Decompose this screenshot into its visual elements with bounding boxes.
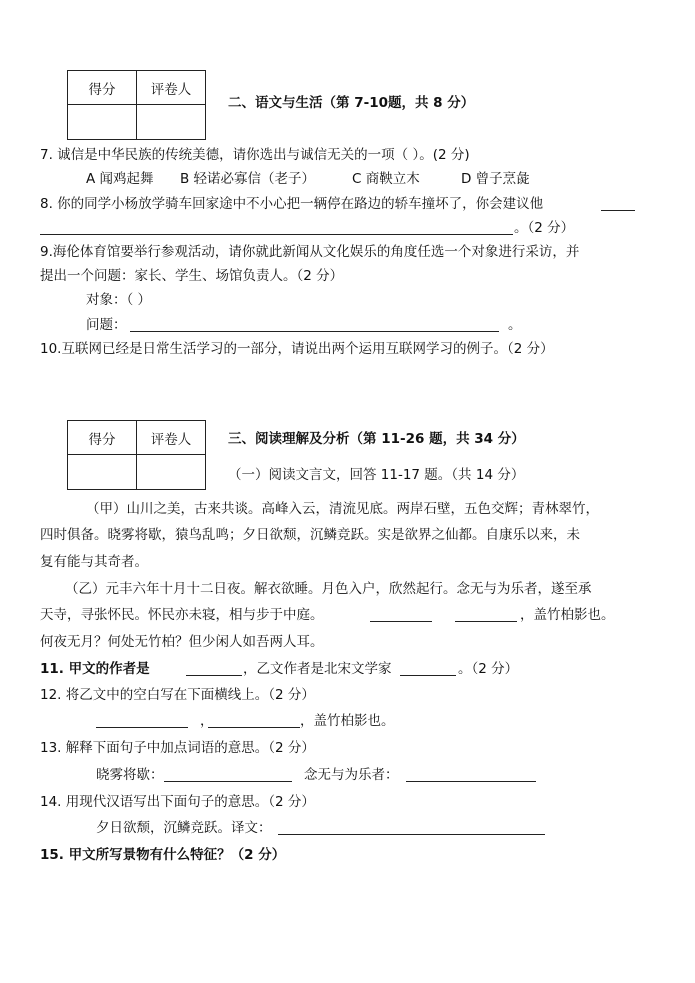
section3-heading: 三、阅读理解及分析（第 11-26 题，共 34 分） (228, 431, 525, 447)
q14-text: 14. 用现代汉语写出下面句子的意思。（2 分） (40, 794, 315, 810)
q11-b: ，乙文作者是北宋文学家 (243, 661, 392, 677)
passage-yi-line2: 天寺，寻张怀民。怀民亦未寝，相与步于中庭。 (40, 607, 324, 623)
score-cell[interactable] (68, 455, 137, 490)
grader-cell[interactable] (137, 455, 206, 490)
q9-question-end: 。 (508, 317, 522, 333)
score-cell[interactable] (68, 105, 137, 140)
q14-translation-line[interactable] (278, 820, 545, 835)
score-table-section2 (67, 70, 206, 140)
score-label: 得分 (68, 71, 137, 105)
q12-comma: ， (200, 713, 214, 729)
score-table-section3 (67, 420, 206, 490)
q13-b-label: 念无与为乐者： (304, 767, 399, 783)
grader-cell[interactable] (137, 105, 206, 140)
passage-jia-line2: 四时俱备。晓雾将歇，猿鸟乱鸣；夕日欲颓，沉鳞竞跃。实是欲界之仙都。自康乐以来，未 (40, 527, 580, 543)
grader-label: 评卷人 (137, 71, 206, 105)
q13-b-line[interactable] (406, 767, 536, 782)
q12-tail: ，盖竹柏影也。 (300, 713, 395, 729)
q11-blank-2[interactable] (400, 661, 456, 676)
q12-text: 12. 将乙文中的空白写在下面横线上。（2 分） (40, 687, 315, 703)
q8-answer-line-2[interactable] (40, 220, 513, 235)
q8-text: 8. 你的同学小杨放学骑车回家途中不小心把一辆停在路边的轿车撞坏了，你会建议他 (40, 196, 544, 212)
q9-object-label: 对象：（ ） (86, 292, 152, 308)
passage-yi-line3: 何夜无月？何处无竹柏？但少闲人如吾两人耳。 (40, 634, 324, 650)
q9-line2: 提出一个问题：家长、学生、场馆负责人。（2 分） (40, 268, 344, 284)
passage-yi-line1: （乙）元丰六年十月十二日夜。解衣欲睡。月色入户，欣然起行。念无与为乐者，遂至承 (65, 581, 592, 597)
q8-answer-line-1[interactable] (601, 196, 635, 211)
q11-c: 。（2 分） (458, 661, 519, 677)
score-label: 得分 (68, 421, 137, 455)
passage-yi-line2-tail: ，盖竹柏影也。 (520, 607, 615, 623)
q7-option-a: A 闻鸡起舞 (86, 171, 154, 187)
q15-text: 15. 甲文所写景物有什么特征？（2 分） (40, 847, 286, 863)
q7-option-d: D 曾子烹彘 (461, 171, 530, 187)
section3-sub: （一）阅读文言文，回答 11-17 题。（共 14 分） (228, 467, 525, 483)
q11-a: 11. 甲文的作者是 (40, 661, 150, 677)
q12-blank-1[interactable] (96, 713, 188, 728)
q7-option-c: C 商鞅立木 (352, 171, 420, 187)
grader-label: 评卷人 (137, 421, 206, 455)
q7-option-b: B 轻诺必寡信（老子） (180, 171, 316, 187)
passage-jia-line1: （甲）山川之美，古来共谈。高峰入云，清流见底。两岸石壁，五色交辉；青林翠竹， (86, 501, 599, 517)
q12-blank-2[interactable] (208, 713, 300, 728)
q13-a-line[interactable] (164, 767, 292, 782)
q11-blank-1[interactable] (186, 661, 242, 676)
passage-jia-line3: 复有能与其奇者。 (40, 554, 148, 570)
section2-heading: 二、语文与生活（第 7-10题，共 8 分） (228, 95, 475, 111)
q13-text: 13. 解释下面句子中加点词语的意思。（2 分） (40, 740, 315, 756)
q9-line1: 9.海伦体育馆要举行参观活动，请你就此新闻从文化娱乐的角度任选一个对象进行采访，并 (40, 244, 580, 260)
passage-yi-blank-1[interactable] (370, 607, 432, 622)
q13-a-label: 晓雾将歇： (96, 767, 164, 783)
q9-question-label: 问题： (86, 317, 127, 333)
passage-yi-blank-2[interactable] (455, 607, 517, 622)
q7-text: 7. 诚信是中华民族的传统美德，请你选出与诚信无关的一项（ ）。(2 分) (40, 147, 470, 163)
q10-text: 10.互联网已经是日常生活学习的一部分，请说出两个运用互联网学习的例子。（2 分） (40, 341, 554, 357)
q9-question-line[interactable] (130, 317, 499, 332)
q14-a-label: 夕日欲颓，沉鳞竞跃。译文： (96, 820, 272, 836)
q8-tail: 。（2 分） (514, 220, 575, 236)
